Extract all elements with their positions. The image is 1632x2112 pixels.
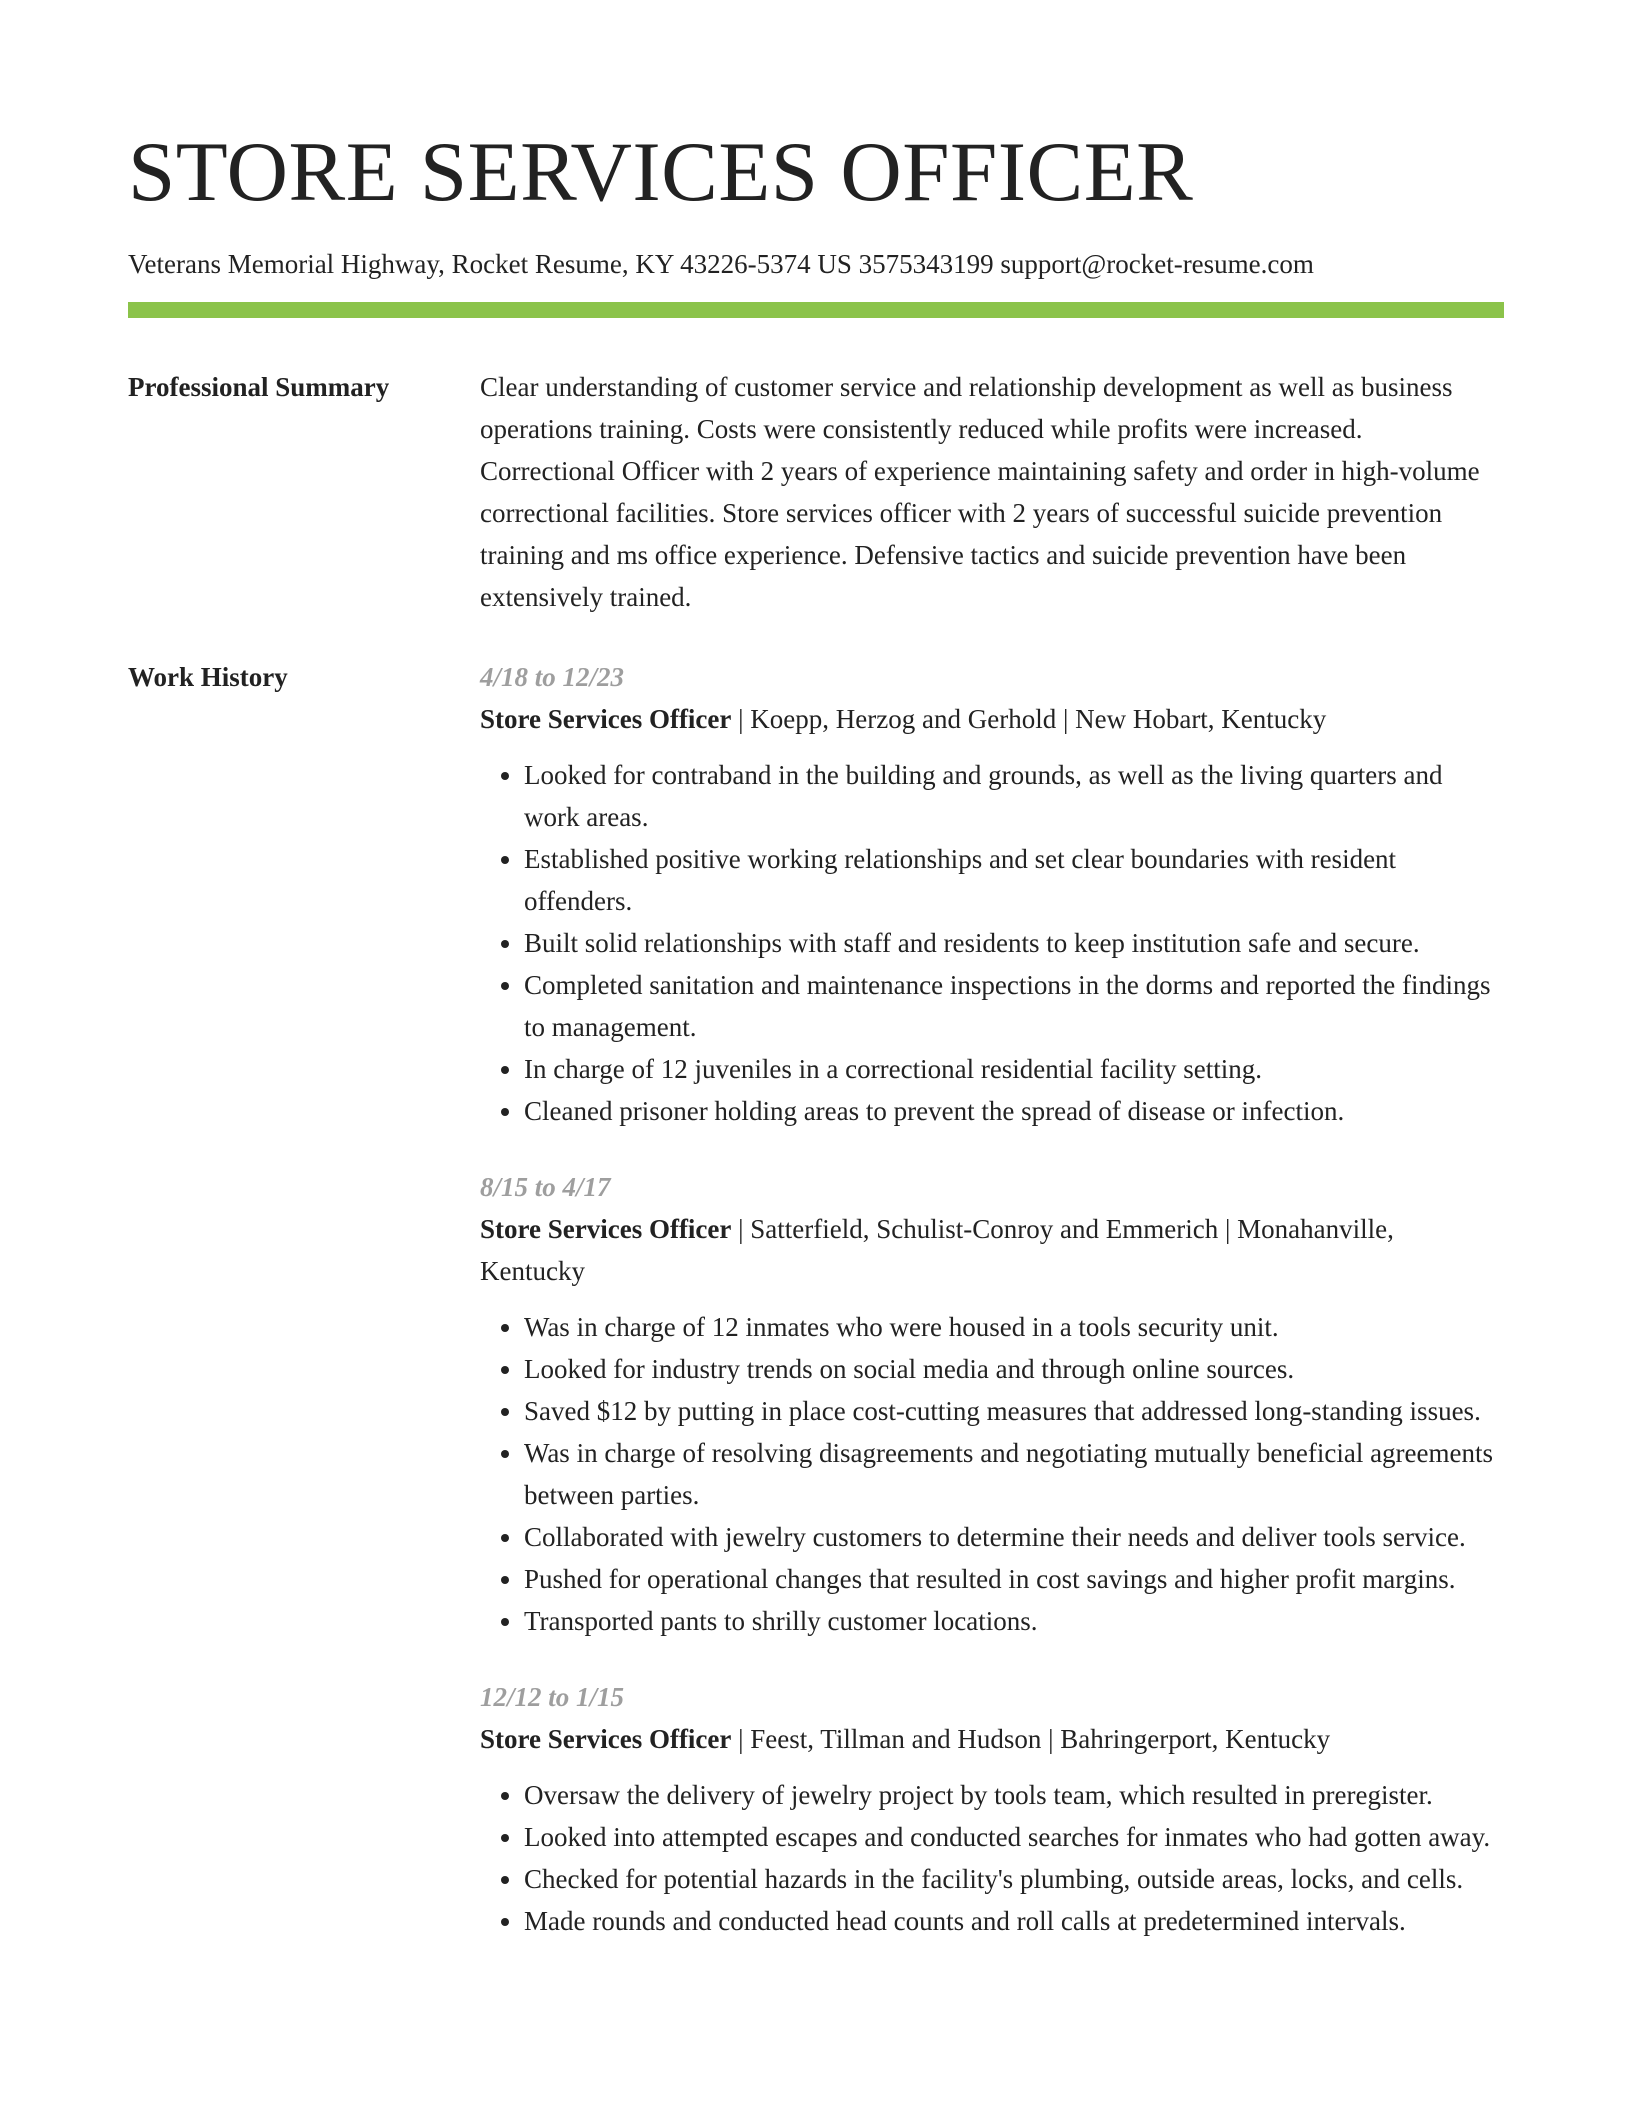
- job-dates: 8/15 to 4/17: [480, 1172, 611, 1202]
- contact-line: Veterans Memorial Highway, Rocket Resume, KY 43226-5374 US 3575343199 support@rocket-resume.com: [128, 249, 1314, 279]
- job-bullet: • Looked into attempted escapes and conducted searches for inmates who had gotten away.: [524, 1816, 1504, 1858]
- job-title: Store Services Officer: [480, 704, 732, 734]
- job-bullet: • Established positive working relationships and set clear boundaries with resident offenders.: [524, 838, 1504, 922]
- job-dates: 12/12 to 1/15: [480, 1682, 625, 1712]
- job-bullet: • Made rounds and conducted head counts and roll calls at predetermined intervals.: [524, 1900, 1504, 1942]
- job-bullets: [480, 754, 1504, 1132]
- job-heading: [480, 698, 1504, 740]
- job-dates: 4/18 to 12/23: [480, 662, 625, 692]
- job-employer-location: | Satterfield, Schulist-Conroy and Emmerich | Monahanville, Kentucky: [480, 1214, 1394, 1286]
- work-history-section: [128, 656, 1504, 1976]
- job-bullet: • Looked for industry trends on social media and through online sources.: [524, 1348, 1504, 1390]
- job-bullet: • Was in charge of resolving disagreements and negotiating mutually beneficial agreements between parties.: [524, 1432, 1504, 1516]
- summary-section: [128, 366, 1504, 618]
- work-history-heading: Work History: [128, 662, 288, 692]
- resume-name: STORE SERVICES OFFICER: [128, 125, 1194, 219]
- job-bullet: • Was in charge of 12 inmates who were housed in a tools security unit.: [524, 1306, 1504, 1348]
- resume-page: [128, 0, 1504, 1976]
- job-entry: [480, 1166, 1504, 1642]
- job-bullet: • Cleaned prisoner holding areas to prevent the spread of disease or infection.: [524, 1090, 1504, 1132]
- job-bullet: • Oversaw the delivery of jewelry project by tools team, which resulted in preregister.: [524, 1774, 1504, 1816]
- job-entry: [480, 1676, 1504, 1942]
- job-bullets: [480, 1306, 1504, 1642]
- job-bullet: • Collaborated with jewelry customers to determine their needs and deliver tools service.: [524, 1516, 1504, 1558]
- job-entry: [480, 656, 1504, 1132]
- job-bullet: • Checked for potential hazards in the facility's plumbing, outside areas, locks, and cells.: [524, 1858, 1504, 1900]
- job-bullets: [480, 1774, 1504, 1942]
- job-bullet: • Completed sanitation and maintenance inspections in the dorms and reported the findings to management.: [524, 964, 1504, 1048]
- work-history-body: [480, 656, 1504, 1976]
- job-bullet: • Transported pants to shrilly customer locations.: [524, 1600, 1504, 1642]
- job-heading: [480, 1208, 1504, 1292]
- summary-body: [480, 366, 1504, 618]
- job-title: Store Services Officer: [480, 1724, 732, 1754]
- job-heading: [480, 1718, 1504, 1760]
- summary-text: Clear understanding of customer service and relationship development as well as business operations training. Costs were consistently reduced while profits were increased. Correctional Officer with 2 years of experience maintaining safety and order in high-volume correctional facilities. Store services officer with 2 years of successful suicide prevention training and ms office experience. Defensive tactics and suicide prevention have been extensively trained.: [480, 372, 1480, 612]
- job-bullet: • Looked for contraband in the building and grounds, as well as the living quarters and work areas.: [524, 754, 1504, 838]
- job-employer-location: | Feest, Tillman and Hudson | Bahringerport, Kentucky: [731, 1724, 1331, 1754]
- job-bullet: • Built solid relationships with staff and residents to keep institution safe and secure.: [524, 922, 1504, 964]
- summary-heading: Professional Summary: [128, 372, 390, 402]
- job-employer-location: | Koepp, Herzog and Gerhold | New Hobart, Kentucky: [731, 704, 1327, 734]
- job-bullet: • In charge of 12 juveniles in a correctional residential facility setting.: [524, 1048, 1504, 1090]
- job-bullet: • Pushed for operational changes that resulted in cost savings and higher profit margins.: [524, 1558, 1504, 1600]
- job-title: Store Services Officer: [480, 1214, 732, 1244]
- accent-divider: [128, 302, 1504, 318]
- job-bullet: • Saved $12 by putting in place cost-cutting measures that addressed long-standing issues.: [524, 1390, 1504, 1432]
